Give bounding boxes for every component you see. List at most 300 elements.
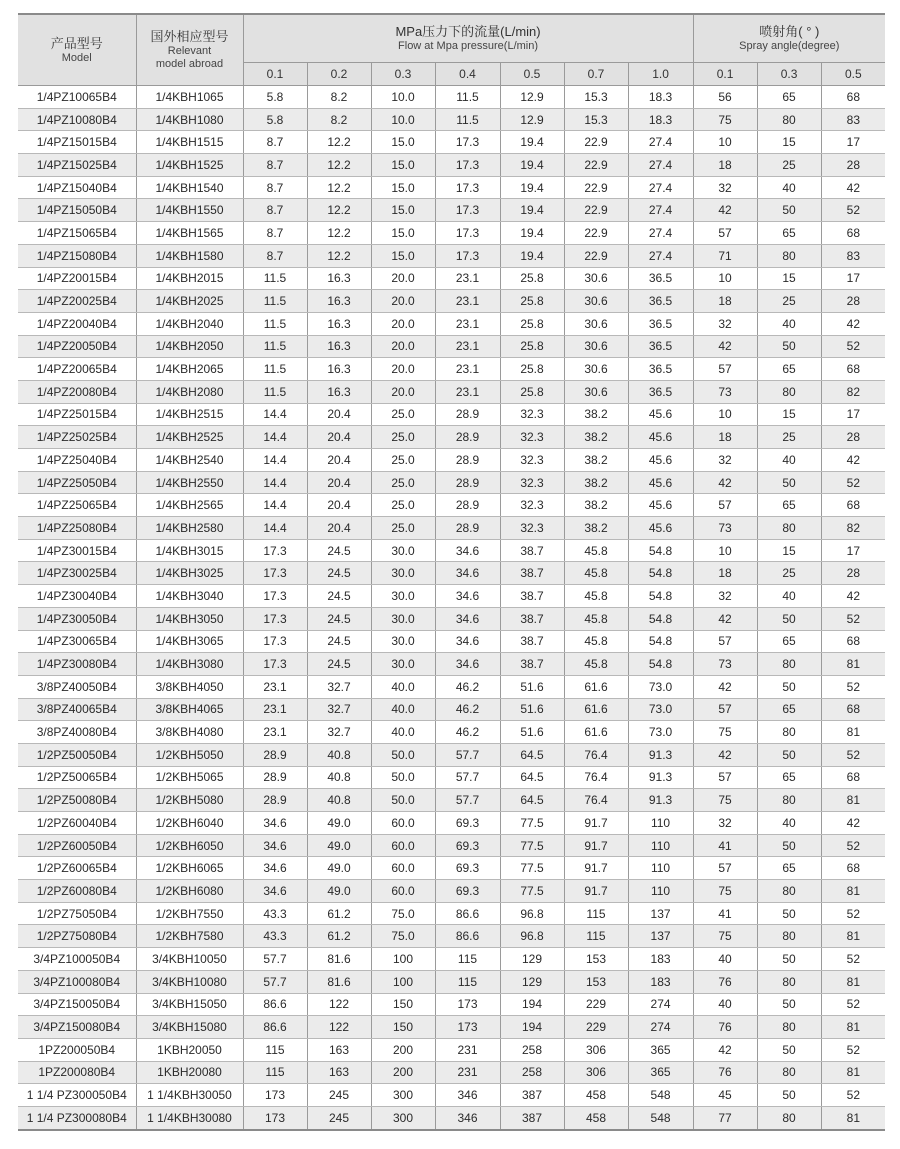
flow-cell: 12.2 <box>307 199 371 222</box>
angle-cell: 80 <box>757 880 821 903</box>
abroad-model-column-header <box>136 14 243 86</box>
flow-cell: 40.0 <box>371 698 435 721</box>
flow-cell: 12.2 <box>307 131 371 154</box>
flow-cell: 10.0 <box>371 86 435 109</box>
flow-cell: 38.2 <box>564 426 628 449</box>
flow-cell: 45.6 <box>628 517 693 540</box>
table-row <box>18 449 885 472</box>
flow-cell: 8.2 <box>307 86 371 109</box>
angle-cell: 17 <box>821 267 885 290</box>
model-cell: 1/4PZ30015B4 <box>18 539 136 562</box>
model-cell: 1/4PZ30040B4 <box>18 585 136 608</box>
abroad-model-cell: 1/4KBH2515 <box>136 403 243 426</box>
flow-cell: 20.4 <box>307 403 371 426</box>
flow-cell: 12.2 <box>307 244 371 267</box>
abroad-model-cell: 1/4KBH2025 <box>136 290 243 313</box>
flow-cell: 40.8 <box>307 743 371 766</box>
model-cell: 1 1/4 PZ300080B4 <box>18 1106 136 1129</box>
table-row <box>18 517 885 540</box>
flow-cell: 11.5 <box>243 380 307 403</box>
flow-cell: 183 <box>628 970 693 993</box>
flow-cell: 200 <box>371 1061 435 1084</box>
table-row <box>18 766 885 789</box>
flow-cell: 54.8 <box>628 539 693 562</box>
flow-cell: 60.0 <box>371 880 435 903</box>
angle-cell: 28 <box>821 154 885 177</box>
flow-cell: 34.6 <box>435 539 500 562</box>
flow-cell: 69.3 <box>435 880 500 903</box>
flow-cell: 57.7 <box>435 766 500 789</box>
flow-cell: 25.8 <box>500 358 564 381</box>
angle-cell: 80 <box>757 653 821 676</box>
angle-cell: 52 <box>821 335 885 358</box>
angle-cell: 80 <box>757 517 821 540</box>
table-row <box>18 335 885 358</box>
abroad-model-cell: 1/2KBH5080 <box>136 789 243 812</box>
flow-cell: 30.6 <box>564 267 628 290</box>
flow-pressure-header: 0.2 <box>307 63 371 86</box>
flow-cell: 34.6 <box>435 607 500 630</box>
abroad-model-cell: 1/2KBH5065 <box>136 766 243 789</box>
flow-cell: 69.3 <box>435 812 500 835</box>
flow-cell: 22.9 <box>564 131 628 154</box>
flow-cell: 12.2 <box>307 222 371 245</box>
table-row <box>18 154 885 177</box>
angle-header-en: Spray angle(degree) <box>739 40 840 52</box>
table-row <box>18 199 885 222</box>
flow-cell: 45.8 <box>564 607 628 630</box>
flow-cell: 61.2 <box>307 925 371 948</box>
table-row <box>18 789 885 812</box>
flow-cell: 57.7 <box>435 789 500 812</box>
table-row <box>18 585 885 608</box>
flow-cell: 17.3 <box>243 607 307 630</box>
flow-cell: 32.3 <box>500 403 564 426</box>
flow-cell: 194 <box>500 993 564 1016</box>
flow-cell: 23.1 <box>435 380 500 403</box>
flow-cell: 75.0 <box>371 925 435 948</box>
angle-cell: 83 <box>821 108 885 131</box>
flow-cell: 274 <box>628 1016 693 1039</box>
abroad-model-cell: 1/2KBH6040 <box>136 812 243 835</box>
angle-cell: 73 <box>693 380 757 403</box>
flow-cell: 387 <box>500 1106 564 1129</box>
flow-cell: 28.9 <box>435 449 500 472</box>
flow-cell: 115 <box>564 925 628 948</box>
flow-cell: 91.3 <box>628 743 693 766</box>
model-cell: 1/2PZ75050B4 <box>18 902 136 925</box>
angle-cell: 82 <box>821 517 885 540</box>
flow-cell: 27.4 <box>628 176 693 199</box>
flow-cell: 163 <box>307 1038 371 1061</box>
angle-cell: 52 <box>821 1038 885 1061</box>
flow-cell: 110 <box>628 857 693 880</box>
angle-cell: 50 <box>757 902 821 925</box>
table-row <box>18 948 885 971</box>
abroad-model-cell: 1 1/4KBH30080 <box>136 1106 243 1129</box>
angle-cell: 18 <box>693 290 757 313</box>
flow-cell: 231 <box>435 1038 500 1061</box>
angle-cell: 50 <box>757 743 821 766</box>
angle-cell: 15 <box>757 403 821 426</box>
abroad-model-cell: 1/2KBH7580 <box>136 925 243 948</box>
model-cell: 1/4PZ15065B4 <box>18 222 136 245</box>
flow-cell: 57.7 <box>243 948 307 971</box>
abroad-model-cell: 1/4KBH2080 <box>136 380 243 403</box>
flow-pressure-header: 0.4 <box>435 63 500 86</box>
model-cell: 1/4PZ25065B4 <box>18 494 136 517</box>
flow-cell: 115 <box>243 1038 307 1061</box>
angle-cell: 83 <box>821 244 885 267</box>
angle-cell: 82 <box>821 380 885 403</box>
flow-cell: 17.3 <box>435 131 500 154</box>
angle-cell: 40 <box>757 585 821 608</box>
abroad-header-en-line1: Relevant <box>167 45 212 57</box>
angle-cell: 81 <box>821 1106 885 1129</box>
flow-cell: 51.6 <box>500 721 564 744</box>
flow-cell: 23.1 <box>435 335 500 358</box>
flow-cell: 23.1 <box>243 721 307 744</box>
flow-cell: 30.0 <box>371 653 435 676</box>
angle-cell: 17 <box>821 131 885 154</box>
flow-cell: 183 <box>628 948 693 971</box>
flow-cell: 91.3 <box>628 789 693 812</box>
flow-cell: 24.5 <box>307 585 371 608</box>
flow-cell: 38.7 <box>500 562 564 585</box>
flow-cell: 122 <box>307 1016 371 1039</box>
angle-cell: 42 <box>693 743 757 766</box>
angle-cell: 40 <box>693 993 757 1016</box>
flow-cell: 17.3 <box>243 630 307 653</box>
angle-cell: 80 <box>757 925 821 948</box>
angle-cell: 80 <box>757 108 821 131</box>
flow-cell: 81.6 <box>307 948 371 971</box>
abroad-model-cell: 3/4KBH15050 <box>136 993 243 1016</box>
angle-cell: 50 <box>757 471 821 494</box>
angle-cell: 68 <box>821 698 885 721</box>
angle-cell: 68 <box>821 857 885 880</box>
flow-cell: 8.7 <box>243 176 307 199</box>
model-cell: 3/8PZ40065B4 <box>18 698 136 721</box>
angle-cell: 40 <box>757 812 821 835</box>
flow-cell: 122 <box>307 993 371 1016</box>
angle-cell: 28 <box>821 562 885 585</box>
abroad-model-cell: 1/2KBH7550 <box>136 902 243 925</box>
angle-cell: 65 <box>757 494 821 517</box>
flow-cell: 16.3 <box>307 380 371 403</box>
angle-cell: 65 <box>757 857 821 880</box>
flow-cell: 34.6 <box>243 812 307 835</box>
flow-cell: 73.0 <box>628 721 693 744</box>
flow-cell: 153 <box>564 970 628 993</box>
table-row <box>18 630 885 653</box>
table-row <box>18 176 885 199</box>
angle-cell: 68 <box>821 358 885 381</box>
angle-cell: 52 <box>821 743 885 766</box>
angle-cell: 50 <box>757 993 821 1016</box>
abroad-model-cell: 1/4KBH1525 <box>136 154 243 177</box>
flow-cell: 17.3 <box>435 199 500 222</box>
angle-cell: 73 <box>693 653 757 676</box>
flow-cell: 15.0 <box>371 222 435 245</box>
angle-cell: 65 <box>757 86 821 109</box>
flow-cell: 32.3 <box>500 471 564 494</box>
abroad-model-cell: 1/4KBH2040 <box>136 312 243 335</box>
flow-cell: 163 <box>307 1061 371 1084</box>
flow-cell: 19.4 <box>500 199 564 222</box>
flow-cell: 100 <box>371 948 435 971</box>
flow-cell: 11.5 <box>243 335 307 358</box>
flow-cell: 387 <box>500 1084 564 1107</box>
flow-cell: 16.3 <box>307 290 371 313</box>
abroad-model-cell: 1/4KBH1580 <box>136 244 243 267</box>
table-row <box>18 222 885 245</box>
angle-cell: 56 <box>693 86 757 109</box>
angle-cell: 80 <box>757 380 821 403</box>
table-row <box>18 358 885 381</box>
angle-pressure-header: 0.1 <box>693 63 757 86</box>
flow-cell: 11.5 <box>243 358 307 381</box>
flow-cell: 14.4 <box>243 517 307 540</box>
flow-cell: 45.6 <box>628 494 693 517</box>
model-cell: 1/4PZ20050B4 <box>18 335 136 358</box>
flow-cell: 23.1 <box>435 312 500 335</box>
flow-cell: 50.0 <box>371 766 435 789</box>
flow-cell: 28.9 <box>435 494 500 517</box>
flow-cell: 20.0 <box>371 312 435 335</box>
abroad-model-cell: 1/4KBH2050 <box>136 335 243 358</box>
flow-cell: 34.6 <box>435 653 500 676</box>
angle-cell: 42 <box>693 675 757 698</box>
angle-cell: 80 <box>757 721 821 744</box>
model-cell: 1 1/4 PZ300050B4 <box>18 1084 136 1107</box>
abroad-model-cell: 1/4KBH3065 <box>136 630 243 653</box>
table-row <box>18 1061 885 1084</box>
table-row <box>18 403 885 426</box>
abroad-model-cell: 1/4KBH2525 <box>136 426 243 449</box>
abroad-model-cell: 1KBH20050 <box>136 1038 243 1061</box>
flow-cell: 30.0 <box>371 607 435 630</box>
flow-cell: 54.8 <box>628 607 693 630</box>
flow-cell: 15.3 <box>564 86 628 109</box>
flow-cell: 28.9 <box>435 471 500 494</box>
flow-cell: 76.4 <box>564 789 628 812</box>
angle-cell: 71 <box>693 244 757 267</box>
flow-cell: 25.8 <box>500 290 564 313</box>
flow-cell: 64.5 <box>500 789 564 812</box>
angle-cell: 65 <box>757 222 821 245</box>
angle-header-zh: 喷射角( ° ) <box>759 24 820 39</box>
flow-cell: 25.0 <box>371 403 435 426</box>
abroad-model-cell: 1/4KBH1565 <box>136 222 243 245</box>
model-cell: 1/4PZ20065B4 <box>18 358 136 381</box>
flow-cell: 11.5 <box>243 267 307 290</box>
flow-cell: 173 <box>435 993 500 1016</box>
angle-cell: 50 <box>757 199 821 222</box>
model-cell: 1/4PZ25050B4 <box>18 471 136 494</box>
flow-cell: 14.4 <box>243 471 307 494</box>
model-cell: 1PZ200050B4 <box>18 1038 136 1061</box>
angle-cell: 65 <box>757 630 821 653</box>
flow-cell: 38.7 <box>500 585 564 608</box>
flow-cell: 8.7 <box>243 199 307 222</box>
angle-cell: 18 <box>693 562 757 585</box>
abroad-model-cell: 1/2KBH6050 <box>136 834 243 857</box>
table-row <box>18 698 885 721</box>
flow-cell: 64.5 <box>500 766 564 789</box>
model-cell: 1/4PZ30065B4 <box>18 630 136 653</box>
flow-cell: 12.9 <box>500 86 564 109</box>
flow-cell: 18.3 <box>628 86 693 109</box>
abroad-model-cell: 3/4KBH15080 <box>136 1016 243 1039</box>
abroad-model-cell: 1/4KBH1065 <box>136 86 243 109</box>
flow-cell: 365 <box>628 1038 693 1061</box>
flow-cell: 45.8 <box>564 653 628 676</box>
flow-cell: 17.3 <box>435 244 500 267</box>
flow-cell: 12.2 <box>307 176 371 199</box>
flow-cell: 137 <box>628 925 693 948</box>
abroad-model-cell: 1/2KBH6080 <box>136 880 243 903</box>
flow-cell: 32.7 <box>307 721 371 744</box>
flow-cell: 306 <box>564 1038 628 1061</box>
model-cell: 1/4PZ20040B4 <box>18 312 136 335</box>
flow-cell: 231 <box>435 1061 500 1084</box>
angle-cell: 25 <box>757 426 821 449</box>
flow-cell: 77.5 <box>500 834 564 857</box>
flow-cell: 76.4 <box>564 743 628 766</box>
flow-cell: 34.6 <box>435 585 500 608</box>
flow-cell: 306 <box>564 1061 628 1084</box>
angle-cell: 42 <box>693 607 757 630</box>
flow-header-en: Flow at Mpa pressure(L/min) <box>398 40 539 52</box>
flow-cell: 20.0 <box>371 358 435 381</box>
angle-cell: 42 <box>821 312 885 335</box>
flow-cell: 25.0 <box>371 517 435 540</box>
flow-cell: 36.5 <box>628 358 693 381</box>
angle-cell: 81 <box>821 789 885 812</box>
flow-cell: 137 <box>628 902 693 925</box>
angle-cell: 50 <box>757 1038 821 1061</box>
table-row <box>18 380 885 403</box>
flow-cell: 45.6 <box>628 471 693 494</box>
angle-cell: 75 <box>693 789 757 812</box>
abroad-model-cell: 1/4KBH1550 <box>136 199 243 222</box>
flow-cell: 8.7 <box>243 131 307 154</box>
table-row <box>18 1016 885 1039</box>
flow-cell: 346 <box>435 1106 500 1129</box>
flow-cell: 14.4 <box>243 449 307 472</box>
flow-cell: 46.2 <box>435 698 500 721</box>
flow-cell: 75.0 <box>371 902 435 925</box>
flow-cell: 50.0 <box>371 743 435 766</box>
table-row <box>18 1106 885 1129</box>
model-cell: 1/2PZ75080B4 <box>18 925 136 948</box>
abroad-model-cell: 3/8KBH4065 <box>136 698 243 721</box>
flow-cell: 38.7 <box>500 653 564 676</box>
flow-cell: 25.0 <box>371 471 435 494</box>
table-row <box>18 675 885 698</box>
angle-cell: 80 <box>757 244 821 267</box>
abroad-model-cell: 1/4KBH2580 <box>136 517 243 540</box>
model-cell: 1/4PZ15080B4 <box>18 244 136 267</box>
flow-cell: 32.7 <box>307 698 371 721</box>
angle-cell: 57 <box>693 630 757 653</box>
flow-cell: 15.0 <box>371 176 435 199</box>
flow-cell: 20.4 <box>307 517 371 540</box>
table-header <box>18 14 885 86</box>
flow-cell: 38.2 <box>564 449 628 472</box>
angle-cell: 57 <box>693 494 757 517</box>
flow-cell: 115 <box>435 970 500 993</box>
flow-group-header <box>243 14 693 63</box>
model-cell: 1/2PZ50050B4 <box>18 743 136 766</box>
angle-cell: 57 <box>693 857 757 880</box>
table-body <box>18 86 885 1130</box>
flow-cell: 16.3 <box>307 312 371 335</box>
angle-cell: 42 <box>693 1038 757 1061</box>
flow-cell: 43.3 <box>243 925 307 948</box>
flow-cell: 25.0 <box>371 494 435 517</box>
flow-cell: 30.0 <box>371 585 435 608</box>
abroad-model-cell: 3/4KBH10080 <box>136 970 243 993</box>
abroad-model-cell: 3/8KBH4080 <box>136 721 243 744</box>
flow-cell: 49.0 <box>307 880 371 903</box>
angle-cell: 80 <box>757 789 821 812</box>
angle-cell: 41 <box>693 902 757 925</box>
flow-cell: 14.4 <box>243 494 307 517</box>
flow-cell: 20.4 <box>307 426 371 449</box>
angle-cell: 40 <box>757 312 821 335</box>
angle-cell: 42 <box>693 199 757 222</box>
flow-cell: 38.7 <box>500 630 564 653</box>
flow-cell: 73.0 <box>628 698 693 721</box>
angle-cell: 17 <box>821 403 885 426</box>
flow-cell: 45.6 <box>628 449 693 472</box>
angle-cell: 32 <box>693 812 757 835</box>
flow-cell: 28.9 <box>243 789 307 812</box>
table-row <box>18 494 885 517</box>
flow-cell: 36.5 <box>628 335 693 358</box>
flow-cell: 69.3 <box>435 834 500 857</box>
flow-cell: 8.7 <box>243 244 307 267</box>
flow-cell: 73.0 <box>628 675 693 698</box>
model-header-zh: 产品型号 <box>50 35 103 51</box>
flow-cell: 150 <box>371 993 435 1016</box>
model-cell: 3/4PZ100080B4 <box>18 970 136 993</box>
flow-cell: 18.3 <box>628 108 693 131</box>
angle-cell: 50 <box>757 948 821 971</box>
angle-cell: 73 <box>693 517 757 540</box>
flow-cell: 43.3 <box>243 902 307 925</box>
angle-cell: 50 <box>757 607 821 630</box>
angle-cell: 17 <box>821 539 885 562</box>
abroad-model-cell: 1/4KBH3025 <box>136 562 243 585</box>
flow-pressure-header: 0.7 <box>564 63 628 86</box>
angle-cell: 57 <box>693 698 757 721</box>
angle-cell: 81 <box>821 653 885 676</box>
angle-cell: 10 <box>693 267 757 290</box>
angle-cell: 50 <box>757 675 821 698</box>
abroad-model-cell: 1/4KBH3040 <box>136 585 243 608</box>
flow-cell: 365 <box>628 1061 693 1084</box>
flow-cell: 15.0 <box>371 199 435 222</box>
flow-cell: 64.5 <box>500 743 564 766</box>
flow-cell: 28.9 <box>243 766 307 789</box>
model-cell: 1/2PZ50065B4 <box>18 766 136 789</box>
flow-cell: 86.6 <box>435 925 500 948</box>
flow-cell: 300 <box>371 1084 435 1107</box>
table-row <box>18 1038 885 1061</box>
